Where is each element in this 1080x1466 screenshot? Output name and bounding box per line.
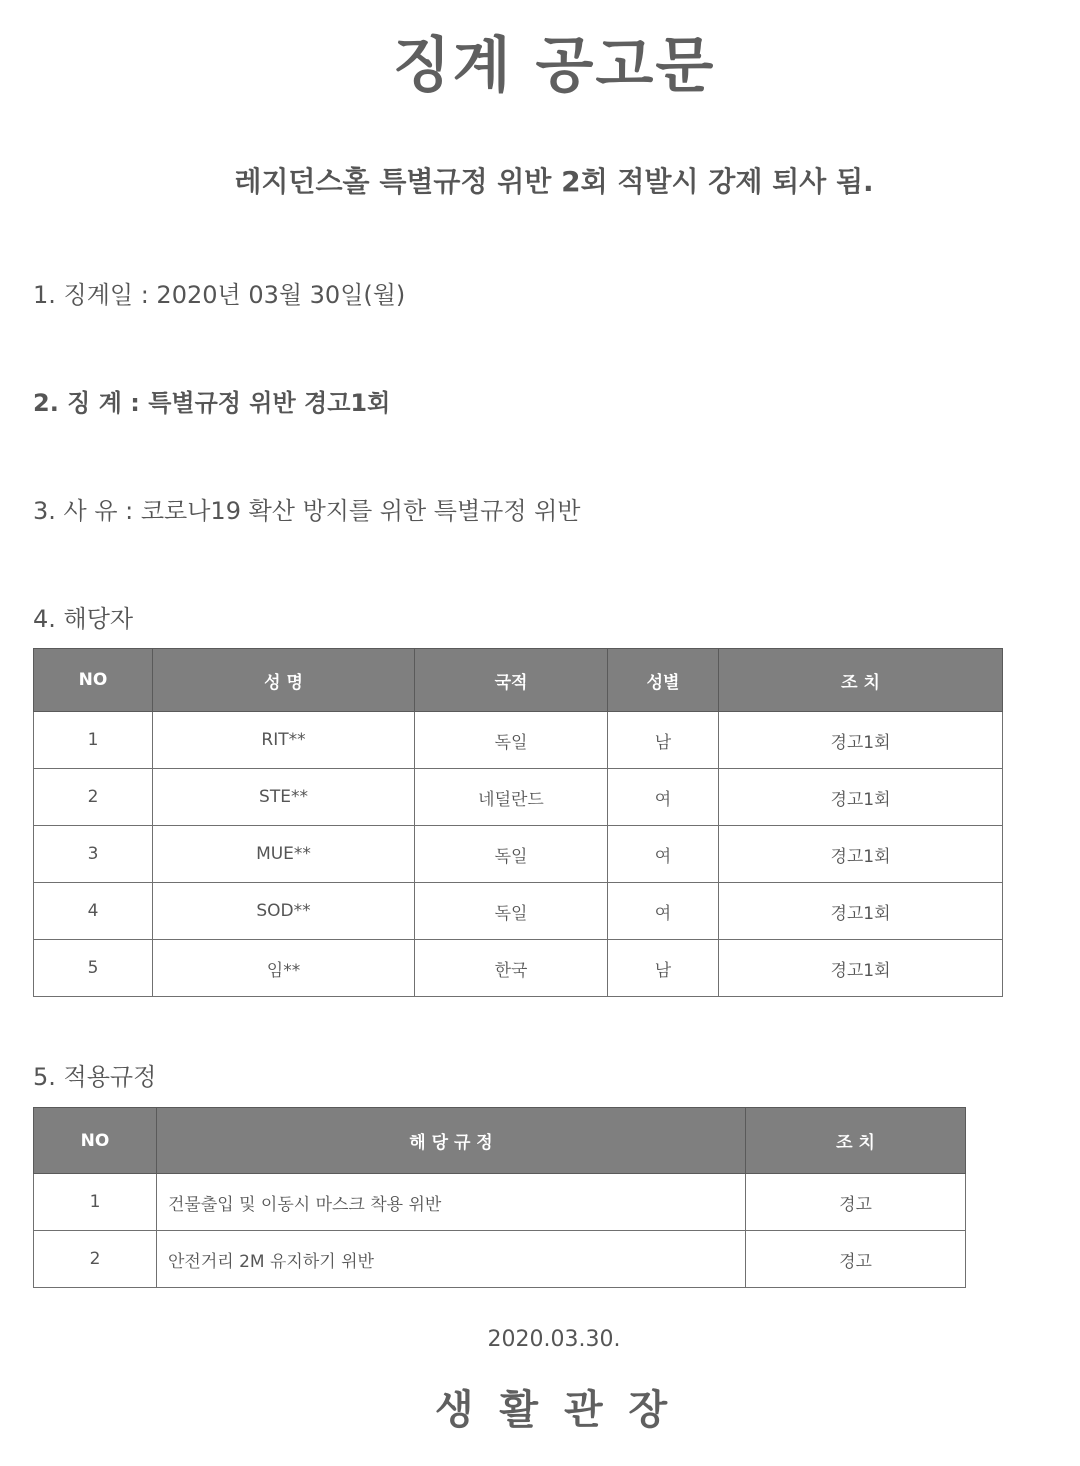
header-nationality: 국적 xyxy=(415,649,608,712)
table-row xyxy=(34,826,1003,883)
table-row xyxy=(34,1231,966,1288)
cell-name: 임** xyxy=(153,940,415,997)
cell-action: 경고 xyxy=(746,1174,966,1231)
persons-table xyxy=(33,648,1003,997)
cell-action: 경고1회 xyxy=(719,826,1003,883)
cell-no: 4 xyxy=(34,883,153,940)
header-rule: 해 당 규 정 xyxy=(157,1108,746,1174)
cell-action: 경고1회 xyxy=(719,712,1003,769)
cell-nationality: 독일 xyxy=(415,883,608,940)
cell-nationality: 한국 xyxy=(415,940,608,997)
header-no: NO xyxy=(34,649,153,712)
cell-rule: 건물출입 및 이동시 마스크 착용 위반 xyxy=(157,1174,746,1231)
cell-name: RIT** xyxy=(153,712,415,769)
cell-no: 2 xyxy=(34,1231,157,1288)
persons-heading: 4. 해당자 xyxy=(33,605,134,633)
table-header-row xyxy=(34,649,1003,712)
cell-action: 경고1회 xyxy=(719,769,1003,826)
cell-gender: 여 xyxy=(608,883,719,940)
table-row xyxy=(34,712,1003,769)
header-action: 조 치 xyxy=(719,649,1003,712)
cell-gender: 여 xyxy=(608,826,719,883)
header-action: 조 치 xyxy=(746,1108,966,1174)
cell-no: 1 xyxy=(34,1174,157,1231)
cell-name: SOD** xyxy=(153,883,415,940)
cell-no: 5 xyxy=(34,940,153,997)
notice-subtitle: 레지던스홀 특별규정 위반 2회 적발시 강제 퇴사 됨. xyxy=(234,165,874,198)
table-header-row xyxy=(34,1108,966,1174)
cell-action: 경고1회 xyxy=(719,940,1003,997)
rules-table xyxy=(33,1107,966,1288)
cell-name: STE** xyxy=(153,769,415,826)
header-gender: 성별 xyxy=(608,649,719,712)
cell-action: 경고1회 xyxy=(719,883,1003,940)
cell-action: 경고 xyxy=(746,1231,966,1288)
discipline-reason: 3. 사 유 : 코로나19 확산 방지를 위한 특별규정 위반 xyxy=(33,497,581,525)
table-row xyxy=(34,769,1003,826)
table-row xyxy=(34,940,1003,997)
cell-no: 2 xyxy=(34,769,153,826)
cell-no: 1 xyxy=(34,712,153,769)
cell-rule: 안전거리 2M 유지하기 위반 xyxy=(157,1231,746,1288)
rules-heading: 5. 적용규정 xyxy=(33,1063,157,1091)
cell-nationality: 네덜란드 xyxy=(415,769,608,826)
notice-date: 2020.03.30. xyxy=(487,1327,621,1352)
cell-nationality: 독일 xyxy=(415,826,608,883)
discipline-date: 1. 징계일 : 2020년 03월 30일(월) xyxy=(33,281,406,309)
header-name: 성 명 xyxy=(153,649,415,712)
table-row xyxy=(34,1174,966,1231)
cell-no: 3 xyxy=(34,826,153,883)
cell-gender: 남 xyxy=(608,712,719,769)
page-title: 징계 공고문 xyxy=(392,31,716,101)
signer-title: 생 활 관 장 xyxy=(434,1387,674,1433)
header-no: NO xyxy=(34,1108,157,1174)
cell-name: MUE** xyxy=(153,826,415,883)
cell-nationality: 독일 xyxy=(415,712,608,769)
discipline-type: 2. 징 계 : 특별규정 위반 경고1회 xyxy=(33,389,391,417)
table-row xyxy=(34,883,1003,940)
cell-gender: 남 xyxy=(608,940,719,997)
cell-gender: 여 xyxy=(608,769,719,826)
